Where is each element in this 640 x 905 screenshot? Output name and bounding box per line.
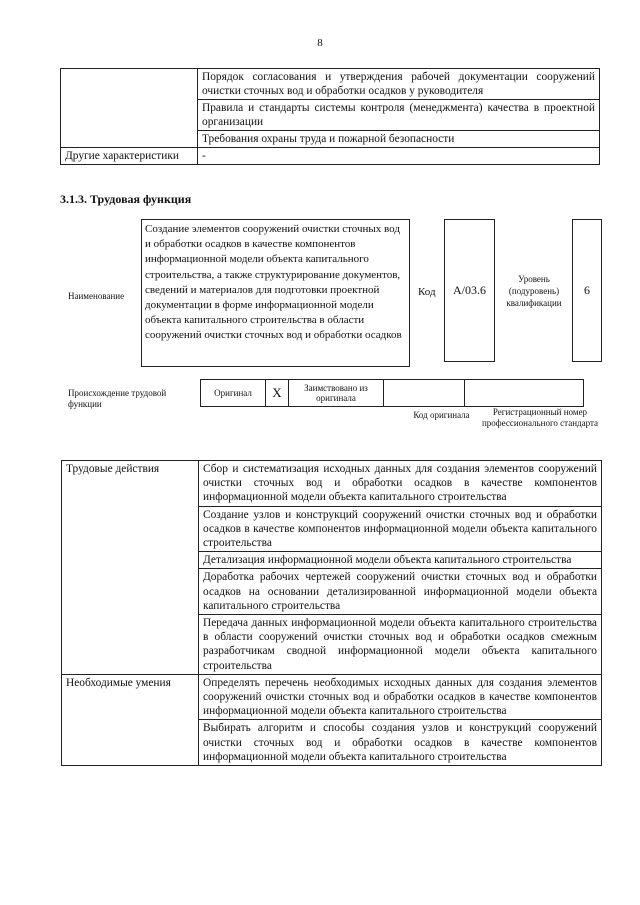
labor-action-item: Детализация информационной модели объекта капитального строительства (199, 552, 602, 569)
code-original-caption: Код оригинала (413, 410, 470, 420)
original-mark: X (266, 380, 289, 407)
qualification-level-label: Уровень (подуровень) квалификации (506, 274, 562, 308)
table-cell-text: Правила и стандарты системы контроля (менеджмента) качества в проектной организации (198, 100, 600, 131)
labor-function-table (61, 460, 602, 766)
naming-label: Наименование (68, 291, 125, 301)
table-row (61, 148, 600, 165)
skill-item: Определять перечень необходимых исходных данных для создания элементов сооружений очистки сточных вод и обработки осадков в качестве компонентов информационной модели объекта капитального строительства (199, 674, 602, 720)
skills-label: Необходимые умения (62, 674, 199, 765)
original-cell: Оригинал (201, 380, 266, 407)
table-cell-text: Порядок согласования и утверждения рабочей документации сооружений очистки сточных вод и обработки осадков у руководителя (198, 69, 600, 100)
page-number: 8 (317, 37, 323, 49)
table-row (62, 674, 602, 720)
origin-table (200, 379, 584, 407)
function-name-box: Создание элементов сооружений очистки сточных вод и обработки осадков в качестве компонентов информационной модели объекта капитального строительства, а также структурирование документов, сведений и материалов для подготовки проектной документации в форме информационной модели объекта капитального строительства в области сооружений очистки сточных вод и обработки осадков (141, 219, 410, 367)
table-cell-label (61, 69, 198, 148)
labor-action-item: Создание узлов и конструкций сооружений очистки сточных вод и обработки осадков в качестве компонентов информационной модели объекта капитального строительства (199, 506, 602, 552)
labor-action-item: Доработка рабочих чертежей сооружений очистки сточных вод и обработки осадков на основании детализированной информационной модели объекта капитального строительства (199, 569, 602, 615)
section-title: 3.1.3. Трудовая функция (60, 192, 192, 206)
code-original-cell (384, 380, 465, 407)
labor-action-item: Сбор и систематизация исходных данных для создания элементов сооружений очистки сточных вод и обработки осадков в качестве компонентов информационной модели объекта капитального строительства (199, 461, 602, 507)
origin-label: Происхождение трудовой функции (68, 388, 167, 409)
code-label: Код (418, 286, 436, 298)
table-cell-text: - (198, 148, 600, 165)
table-row (201, 380, 584, 407)
code-value-box: А/03.6 (444, 219, 495, 362)
labor-actions-label: Трудовые действия (62, 461, 199, 675)
table-cell-label: Другие характеристики (61, 148, 198, 165)
top-requirements-table (60, 68, 600, 165)
skill-item: Выбирать алгоритм и способы создания узлов и конструкций сооружений очистки сточных вод и обработки осадков в качестве компонентов информационной модели объекта капитального строительства (199, 720, 602, 766)
table-row (61, 69, 600, 100)
qualification-level-box: 6 (572, 219, 602, 362)
reg-number-cell (465, 380, 584, 407)
labor-action-item: Передача данных информационной модели объекта капитального строительства в области сооружений очистки сточных вод и обработки осадков смежным разработчикам сводной информационной модели объекта капитального строительства (199, 615, 602, 675)
table-cell-text: Требования охраны труда и пожарной безопасности (198, 131, 600, 148)
table-row (62, 461, 602, 507)
reg-number-caption: Регистрационный номер профессионального стандарта (481, 407, 599, 428)
borrowed-cell: Заимствовано из оригинала (289, 380, 384, 407)
